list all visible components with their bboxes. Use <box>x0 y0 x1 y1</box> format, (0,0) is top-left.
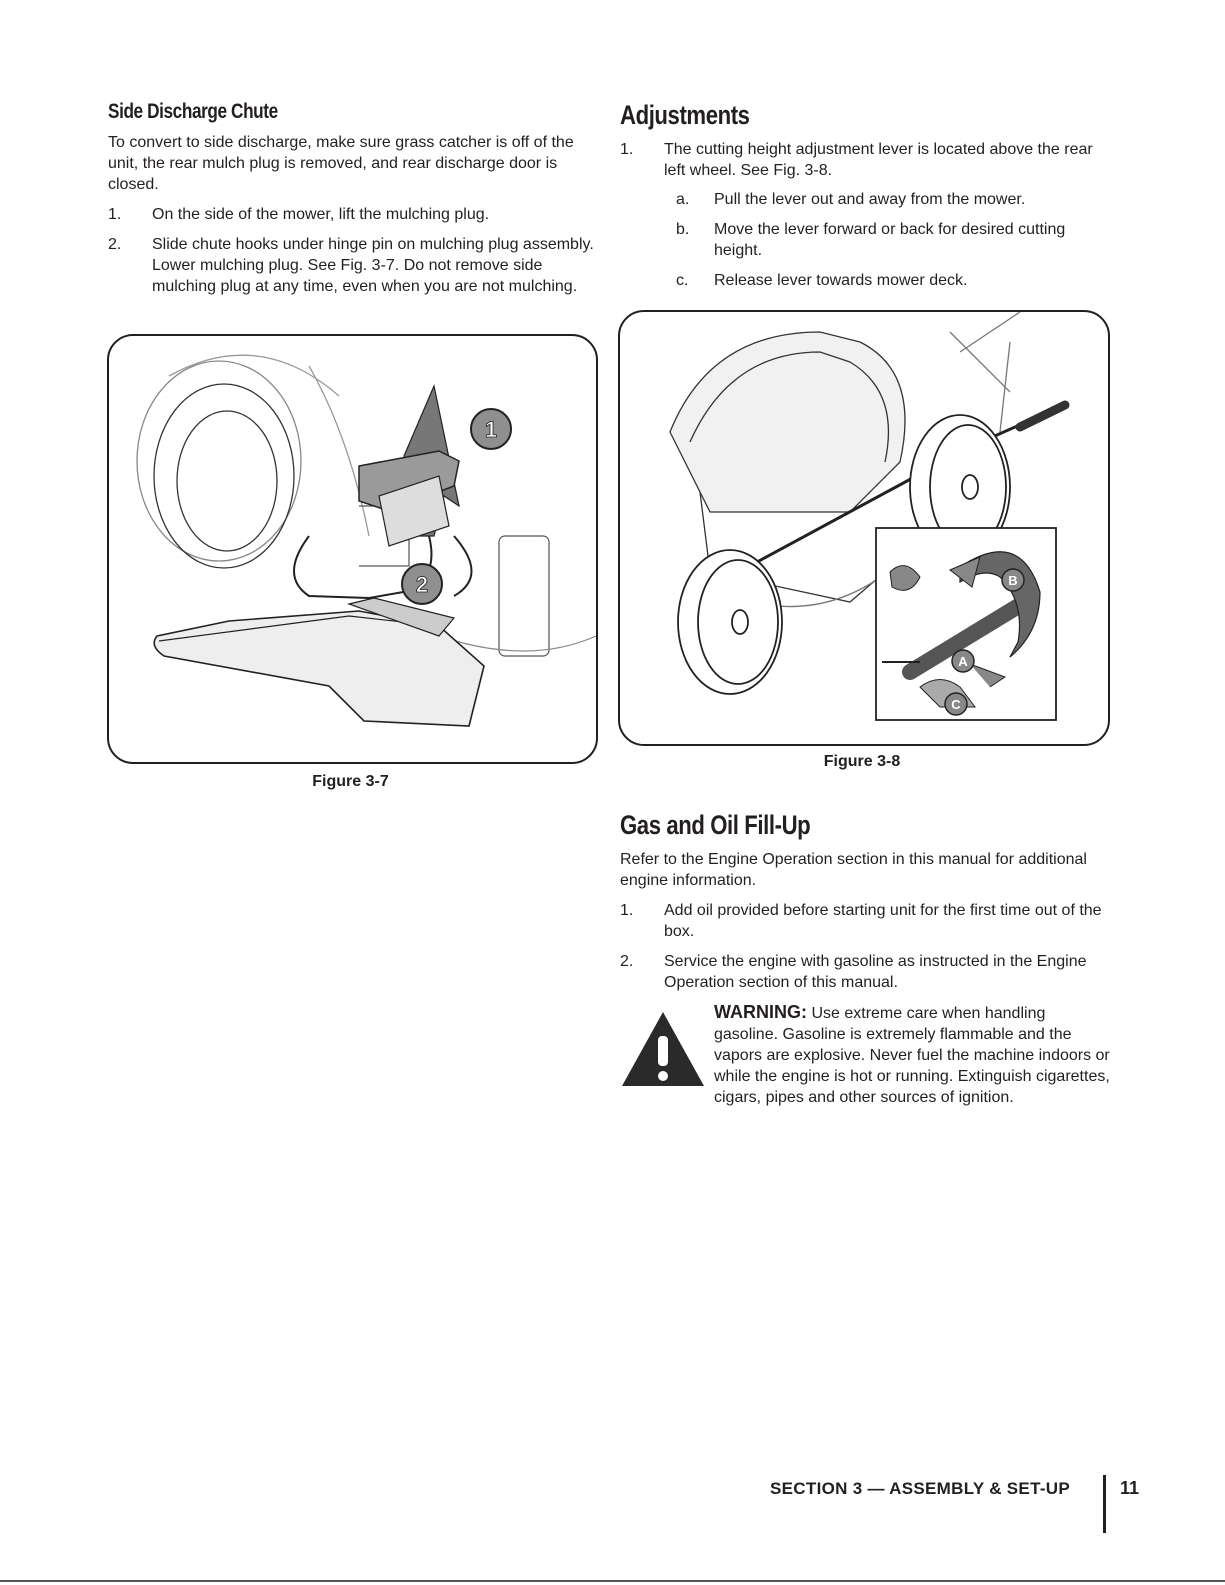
callout-1-label: 1 <box>484 417 498 442</box>
list-item <box>620 951 1110 993</box>
gas-oil-intro: Refer to the Engine Operation section in this manual for additional engine information. <box>620 851 1087 889</box>
height-adjust-illustration <box>620 312 1108 744</box>
adjustments-substeps <box>664 189 1110 291</box>
right-column-top <box>620 100 1110 300</box>
side-discharge-intro: To convert to side discharge, make sure grass catcher is off of the unit, the rear mulch plug is removed, and rear discharge door is closed. <box>108 134 574 193</box>
list-item <box>620 139 1110 291</box>
step-number: 1. <box>620 141 634 158</box>
list-item <box>666 270 1110 291</box>
left-column <box>108 100 598 306</box>
side-discharge-steps <box>108 204 598 297</box>
step-number: 1. <box>620 902 634 919</box>
wheel-illustration <box>137 355 369 568</box>
list-item <box>666 219 1110 261</box>
substep-text: Move the lever forward or back for desired cutting height. <box>714 221 1066 259</box>
callout-2 <box>402 564 442 604</box>
figure-3-7-caption: Figure 3-7 <box>312 773 389 790</box>
bottom-divider <box>0 1580 1225 1582</box>
warning-body: Use extreme care when handling gasoline. Gasoline is extremely flammable and the vapors are explosive. Never fuel the machine indoors or while the engine is hot or running. Extinguish cigarettes, cigars, pipes and other sources of ignition. <box>714 1005 1110 1106</box>
callout-a-label: A <box>958 654 968 669</box>
section-title: SECTION 3 — ASSEMBLY & SET-UP <box>770 1479 1070 1498</box>
figure-3-8 <box>618 310 1110 746</box>
list-item <box>108 234 598 297</box>
substep-text: Pull the lever out and away from the mower. <box>714 191 1026 208</box>
callout-c-label: C <box>951 697 961 712</box>
callout-2-label: 2 <box>415 572 429 597</box>
page-footer <box>0 1475 1225 1535</box>
substep-text: Release lever towards mower deck. <box>714 272 968 289</box>
figure-3-7 <box>107 334 598 764</box>
callout-b-label: B <box>1008 573 1018 588</box>
footer-divider <box>1103 1475 1106 1533</box>
mulching-plug-illustration <box>109 336 596 762</box>
warning-label: WARNING: <box>714 1002 807 1022</box>
step-text: The cutting height adjustment lever is located above the rear left wheel. See Fig. 3-8. <box>664 141 1093 179</box>
warning-block <box>620 1002 1110 1108</box>
step-number: 1. <box>108 206 122 223</box>
step-text: Service the engine with gasoline as instructed in the Engine Operation section of this manual. <box>664 953 1087 991</box>
callout-a <box>952 650 974 672</box>
page-number: 11 <box>1120 1478 1140 1498</box>
callout-1 <box>471 409 511 449</box>
gas-oil-heading: Gas and Oil Fill-Up <box>620 810 811 840</box>
step-text: Add oil provided before starting unit for the first time out of the box. <box>664 902 1102 940</box>
step-text: On the side of the mower, lift the mulching plug. <box>152 206 490 223</box>
warning-text <box>714 1002 1110 1108</box>
callout-b <box>1002 569 1024 591</box>
front-wheel <box>678 550 782 694</box>
substep-letter: a. <box>676 191 690 208</box>
step-number: 2. <box>108 236 122 253</box>
callout-c <box>945 693 967 715</box>
warning-triangle-icon <box>620 1010 706 1093</box>
list-item <box>108 204 598 225</box>
inset-detail <box>876 528 1056 720</box>
step-text: Slide chute hooks under hinge pin on mulching plug assembly. Lower mulching plug. See Fig. 3-7. Do not remove side mulching plug at any time, even when you are not mulching. <box>152 236 594 295</box>
substep-letter: c. <box>676 272 689 289</box>
adjustments-heading: Adjustments <box>620 100 750 130</box>
adjustments-steps <box>620 139 1110 291</box>
right-column-bottom <box>620 810 1110 1108</box>
substep-letter: b. <box>676 221 690 238</box>
step-number: 2. <box>620 953 634 970</box>
side-discharge-heading: Side Discharge Chute <box>108 100 278 123</box>
list-item <box>666 189 1110 210</box>
figure-3-8-caption: Figure 3-8 <box>823 753 901 770</box>
list-item <box>620 900 1110 942</box>
gas-oil-steps <box>620 900 1110 993</box>
